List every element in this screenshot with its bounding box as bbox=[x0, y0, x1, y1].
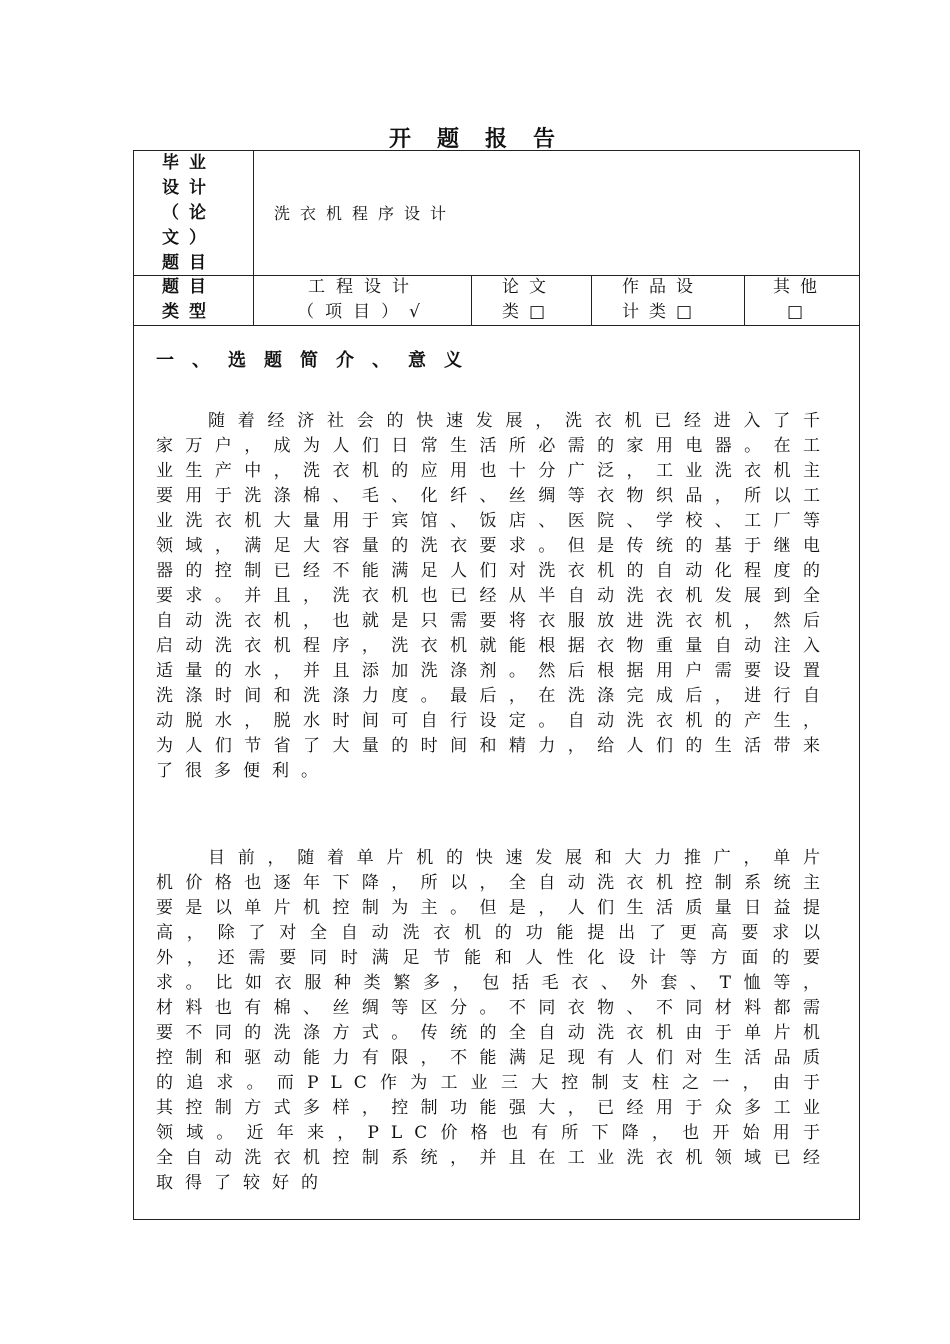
type-option-thesis: 论文类□ bbox=[502, 277, 556, 322]
section-heading: 一、选题简介、意义 bbox=[156, 350, 480, 371]
row-divider bbox=[134, 275, 859, 276]
column-divider bbox=[591, 275, 592, 325]
type-option-other: 其他□ bbox=[773, 277, 827, 322]
column-divider bbox=[471, 275, 472, 325]
type-option-engineering: 工程设计（项目）√ bbox=[297, 277, 431, 322]
paragraph: 随着经济社会的快速发展，洗衣机已经进入了千家万户，成为人们日常生活所必需的家用电器。在工业生产中，洗衣机的应用也十分广泛，工业洗衣机主要用于洗涤棉、毛、化纤、丝绸等衣物织品，所以工业洗衣机大量用于宾馆、饭店、医院、学校、工厂等领域，满足大容量的洗衣要求。但是传统的基于继电器的控制已经不能满足人们对洗衣机的自动化程度的要求。并且，洗衣机也已经从半自动洗衣机发展到全自动洗衣机，也就是只需要将衣服放进洗衣机，然后启动洗衣机程序，洗衣机就能根据衣物重量自动注入适量的水，并且添加洗涤剂。然后根据用户需要设置洗涤时间和洗涤力度。最后，在洗涤完成后，进行自动脱水，脱水时间可自行设定。自动洗衣机的产生，为人们节省了大量的时间和精力，给人们的生活带来了很多便利。 bbox=[156, 411, 832, 781]
proposal-table bbox=[133, 150, 860, 1220]
topic-label: 毕业设计（论文）题目 bbox=[162, 153, 216, 273]
row-divider bbox=[134, 325, 859, 326]
type-label: 题目类型 bbox=[162, 277, 216, 322]
column-divider bbox=[253, 151, 254, 325]
column-divider bbox=[744, 275, 745, 325]
page-title: 开题报告 bbox=[388, 126, 581, 152]
paragraph: 目前，随着单片机的快速发展和大力推广，单片机价格也逐年下降，所以，全自动洗衣机控制系统主要是以单片机控制为主。但是，人们生活质量日益提高，除了对全自动洗衣机的功能提出了更高要求以外，还需要同时满足节能和人性化设计等方面的要求。比如衣服种类繁多，包括毛衣、外套、T恤等，材料也有棉、丝绸等区分。不同衣物、不同材料都需要不同的洗涤方式。传统的全自动洗衣机由于单片机控制和驱动能力有限，不能满足现有人们对生活品质的追求。而PLC作为工业三大控制支柱之一，由于其控制方式多样，控制功能强大，已经用于众多工业领域。近年来，PLC价格也有所下降，也开始用于全自动洗衣机控制系统，并且在工业洗衣机领域已经取得了较好的 bbox=[156, 848, 832, 1193]
type-option-work: 作品设计类□ bbox=[622, 277, 703, 322]
topic-value: 洗衣机程序设计 bbox=[274, 204, 457, 223]
